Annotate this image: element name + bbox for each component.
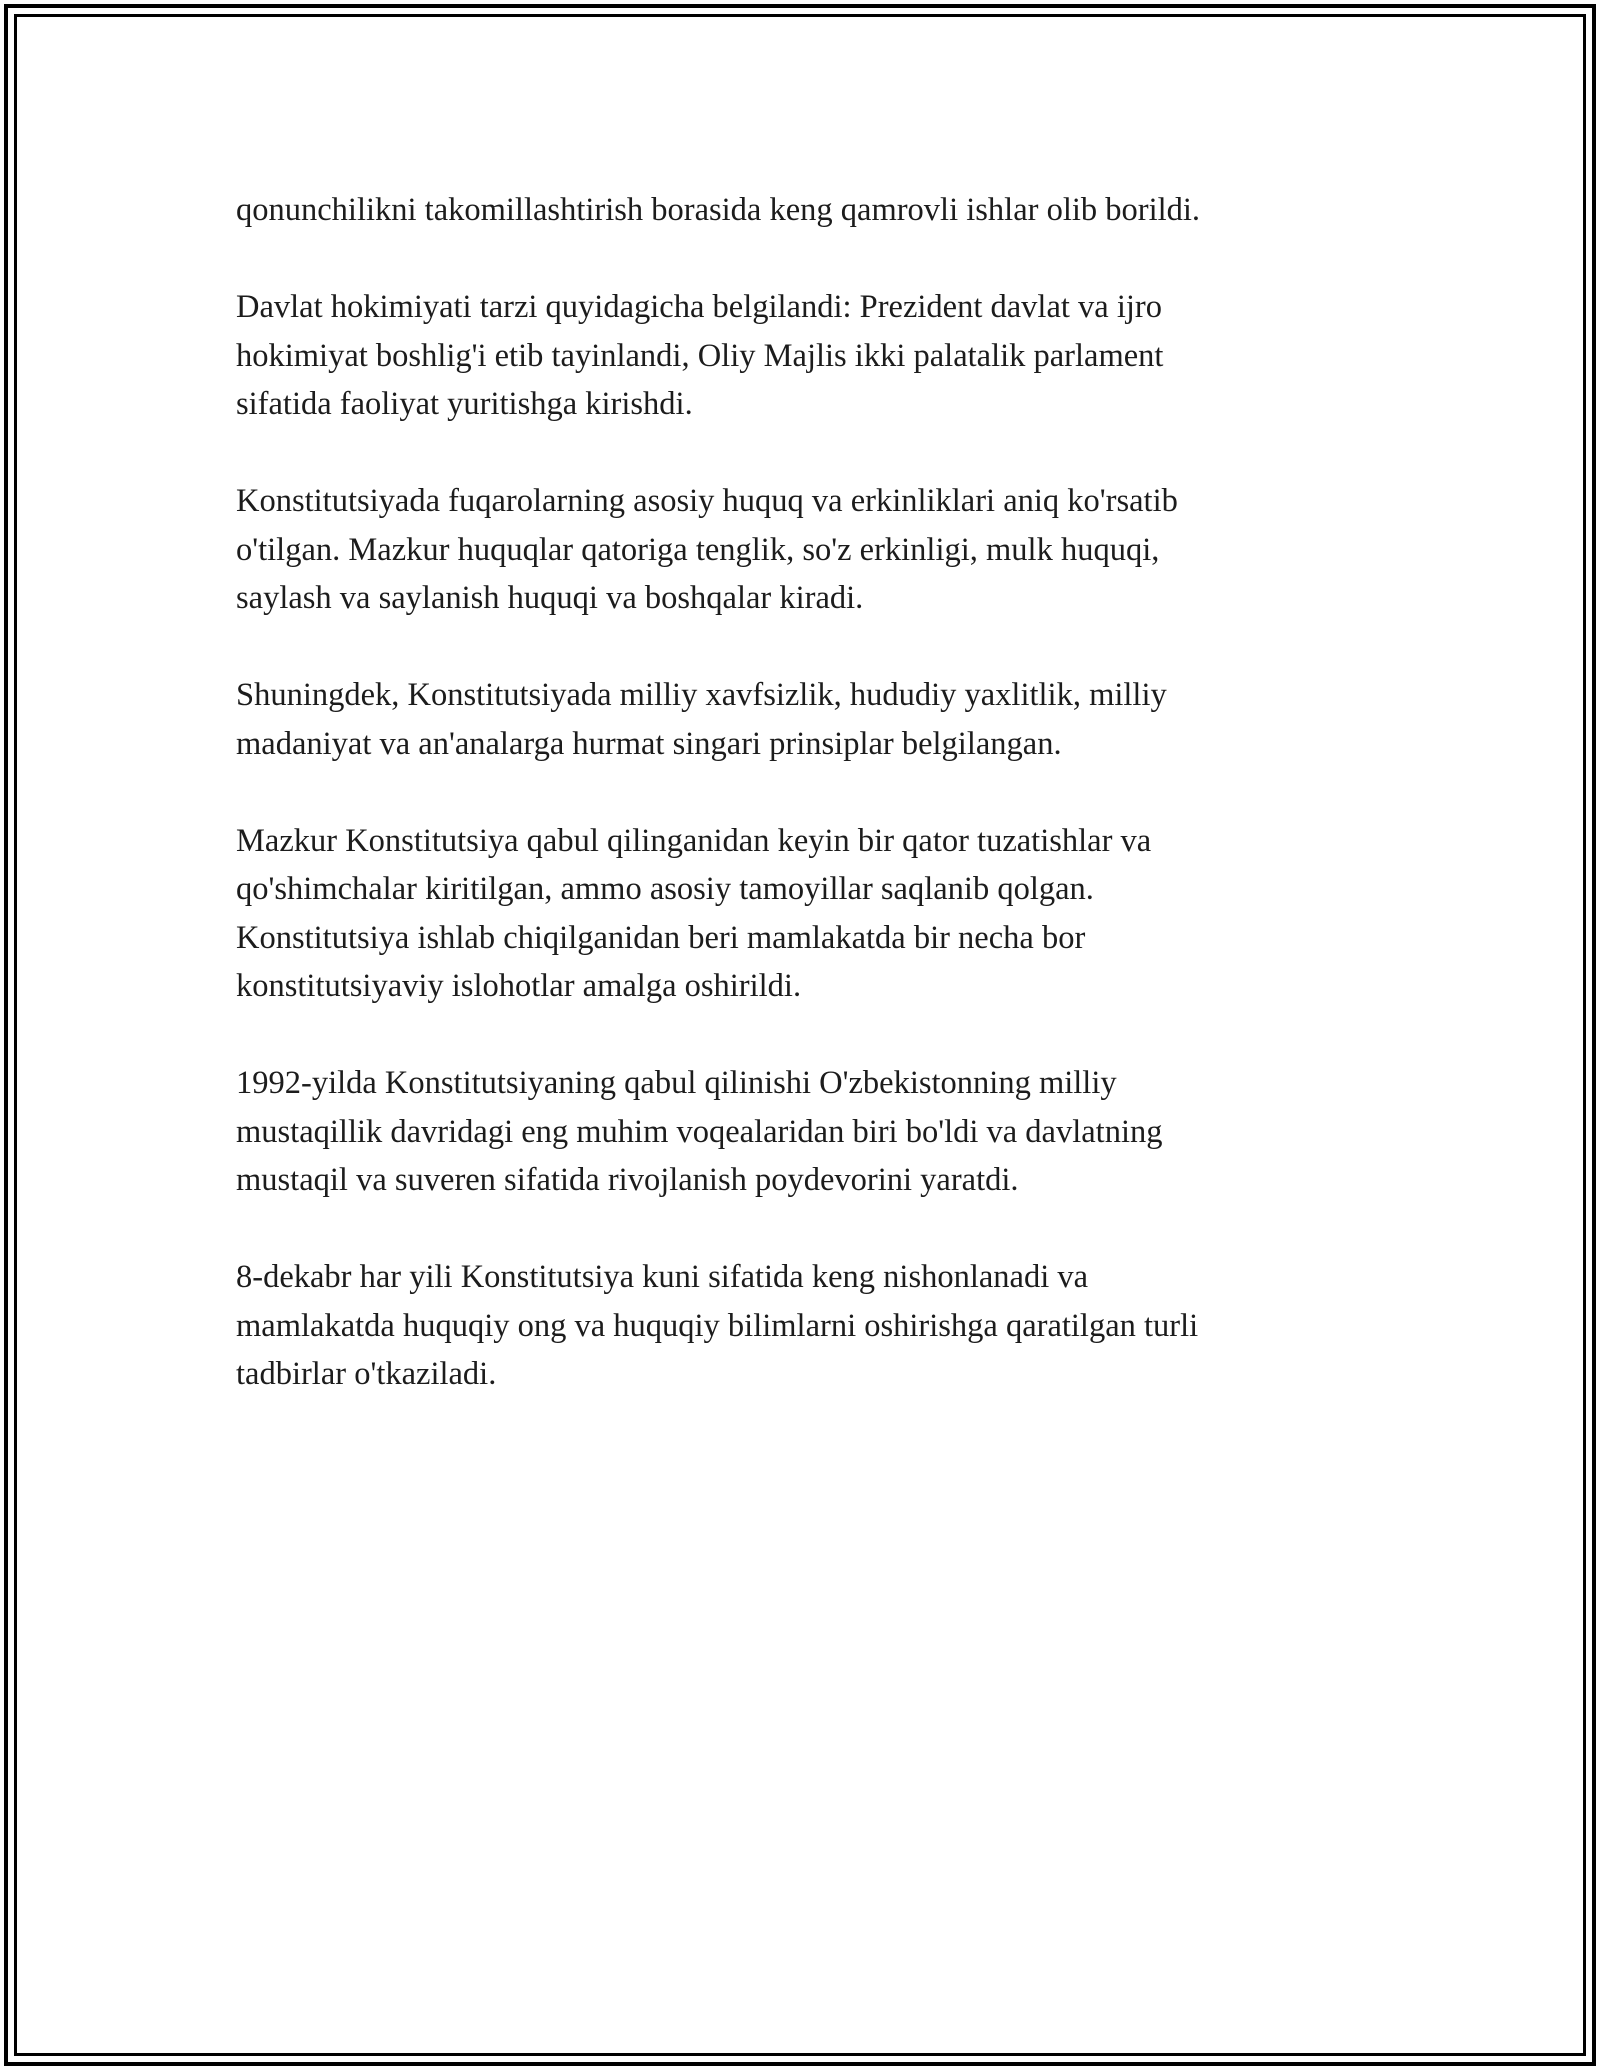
text-line: mustaqil va suveren sifatida rivojlanish poydevorini yaratdi. [236,1162,1019,1198]
text-line: Shuningdek, Konstitutsiyada milliy xavfsizlik, hududiy yaxlitlik, milliy [236,677,1167,713]
paragraph [236,1059,1366,1205]
text-line: qonunchilikni takomillashtirish borasida keng qamrovli ishlar olib borildi. [236,192,1201,228]
text-line: Mazkur Konstitutsiya qabul qilinganidan keyin bir qator tuzatishlar va [236,822,1152,859]
text-line: tadbirlar o'tkaziladi. [236,1356,497,1392]
paragraph [236,1253,1366,1399]
paragraph [236,186,1366,235]
text-line: qo'shimchalar kiritilgan, ammo asosiy tamoyillar saqlanib qolgan. [236,871,1094,907]
paragraph [236,817,1366,1011]
text-line: konstitutsiyaviy islohotlar amalga oshirildi. [236,968,802,1004]
text-line: mustaqillik davridagi eng muhim voqealaridan biri bo'ldi va davlatning [236,1113,1163,1150]
text-line: Konstitutsiya ishlab chiqilganidan beri mamlakatda bir necha bor [236,919,1086,956]
text-line: madaniyat va an'analarga hurmat singari prinsiplar belgilangan. [236,725,1062,762]
paragraph [236,671,1366,768]
text-line: mamlakatda huquqiy ong va huquqiy bilimlarni oshirishga qaratilgan turli [236,1307,1199,1344]
text-line: Konstitutsiyada fuqarolarning asosiy huquq va erkinliklari aniq ko'rsatib [236,483,1178,519]
paragraph [236,283,1366,429]
text-line: hokimiyat boshlig'i etib tayinlandi, Oliy Majlis ikki palatalik parlament [236,337,1164,374]
text-line: 1992-yilda Konstitutsiyaning qabul qilinishi O'zbekistonning milliy [236,1065,1117,1101]
text-line: sifatida faoliyat yuritishga kirishdi. [236,386,693,422]
text-line: Davlat hokimiyati tarzi quyidagicha belgilandi: Prezident davlat va ijro [236,289,1162,325]
paragraph [236,477,1366,623]
text-line: 8-dekabr har yili Konstitutsiya kuni sifatida keng nishonlanadi va [236,1259,1089,1295]
text-line: saylash va saylanish huquqi va boshqalar kiradi. [236,580,864,616]
text-line: o'tilgan. Mazkur huquqlar qatoriga tenglik, so'z erkinligi, mulk huquqi, [236,531,1160,568]
document-body [236,186,1366,1447]
